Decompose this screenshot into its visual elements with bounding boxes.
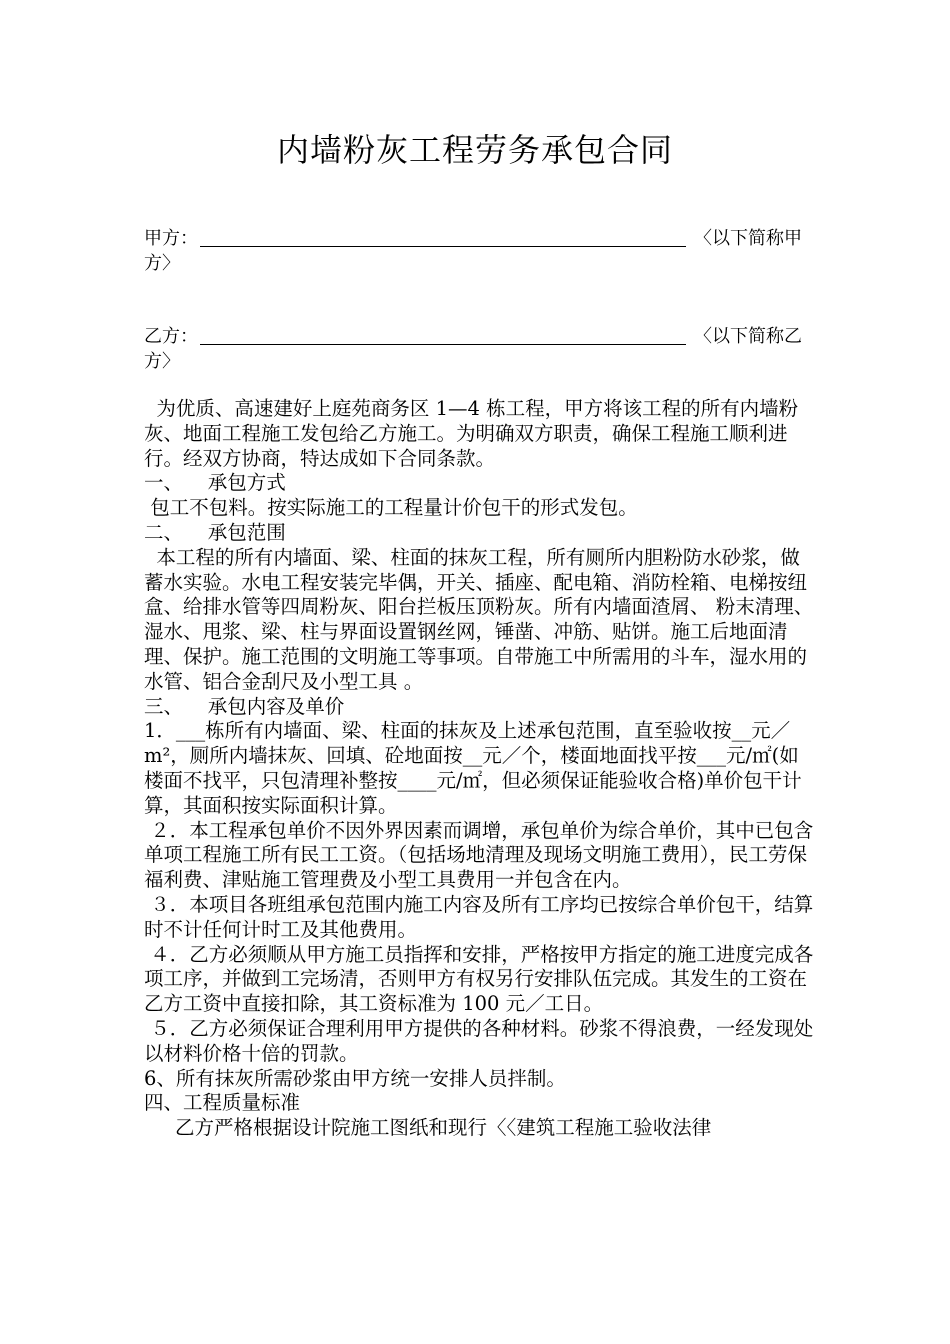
clause-3-1: 1．___栋所有内墙面、梁、柱面的抹灰及上述承包范围，直至验收按__元／m²，厕所内墙抹灰、回填、砼地面按__元／个，楼面地面找平按___元/㎡(如楼面不找平，只包清理补整按____元/㎡，但必须保证能验收合格)单价包干计算，其面积按实际面积计算。: [144, 719, 802, 817]
party-a-block: [144, 226, 812, 276]
party-a-suffix-cont: 方〉: [144, 253, 180, 274]
heading-section-4: 四、工程质量标准: [144, 1091, 301, 1115]
paragraph-section-4: 乙方严格根据设计院施工图纸和现行〈〈建筑工程施工验收法律: [144, 1116, 712, 1140]
party-b-suffix-cont: 方〉: [144, 351, 180, 372]
party-a-blank-line: [200, 228, 686, 247]
paragraph-section-2: 本工程的所有内墙面、梁、柱面的抹灰工程，所有厕所内胆粉防水砂浆，做蓄水实验。水电工程安装完毕偶，开关、插座、配电箱、消防栓箱、电梯按纽盒、给排水管等四周粉灰、阳台拦板压顶粉灰。所有内墙面渣屑、 粉末清理、湿水、甩浆、梁、柱与界面设置钢丝网，锤凿、冲筋、贴饼。施工后地面清理、保护。施工范围的文明施工等事项。自带施工中所需用的斗车，湿水用的水管、铝合金刮尺及小型工具 。: [144, 545, 814, 693]
clause-3-4: ４．乙方必须顺从甲方施工员指挥和安排，严格按甲方指定的施工进度完成各项工序，并做到工完场清，否则甲方有权另行安排队伍完成。其发生的工资在乙方工资中直接扣除，其工资标准为 100 元／工日。: [144, 942, 814, 1016]
clause-3-3: ３．本项目各班组承包范围内施工内容及所有工序均已按综合单价包干，结算时不计任何计时工及其他费用。: [144, 892, 814, 941]
heading-section-3: 三、 承包内容及单价: [144, 694, 345, 718]
party-b-blank-line: [200, 326, 686, 345]
clause-3-5: ５．乙方必须保证合理利用甲方提供的各种材料。砂浆不得浪费，一经发现处以材料价格十倍的罚款。: [144, 1016, 814, 1065]
paragraph-section-1: 包工不包料。按实际施工的工程量计价包干的形式发包。: [144, 496, 638, 520]
clause-3-2: ２．本工程承包单价不因外界因素而调增，承包单价为综合单价，其中已包含单项工程施工所有民工工资。（包括场地清理及现场文明施工费用），民工劳保福利费、津贴施工管理费及小型工具费用一并包含在内。: [144, 818, 814, 892]
party-b-suffix: 〈以下简称乙: [694, 326, 802, 347]
clause-3-6: 6、所有抹灰所需砂浆由甲方统一安排人员拌制。: [144, 1066, 566, 1090]
party-a-label: 甲方：: [144, 228, 198, 249]
contract-body: [144, 397, 814, 1141]
heading-section-2: 二、 承包范围: [144, 520, 286, 544]
document-title: 内墙粉灰工程劳务承包合同: [276, 131, 673, 169]
party-b-block: [144, 324, 812, 374]
party-a-suffix: 〈以下简称甲: [694, 228, 802, 249]
heading-section-1: 一、 承包方式: [144, 471, 286, 495]
paragraph-intro: 为优质、高速建好上庭苑商务区 1—4 栋工程，甲方将该工程的所有内墙粉灰、地面工程施工发包给乙方施工。为明确双方职责，确保工程施工顺利进行。经双方协商，特达成如下合同条款。: [144, 397, 799, 470]
party-b-label: 乙方：: [144, 326, 198, 347]
